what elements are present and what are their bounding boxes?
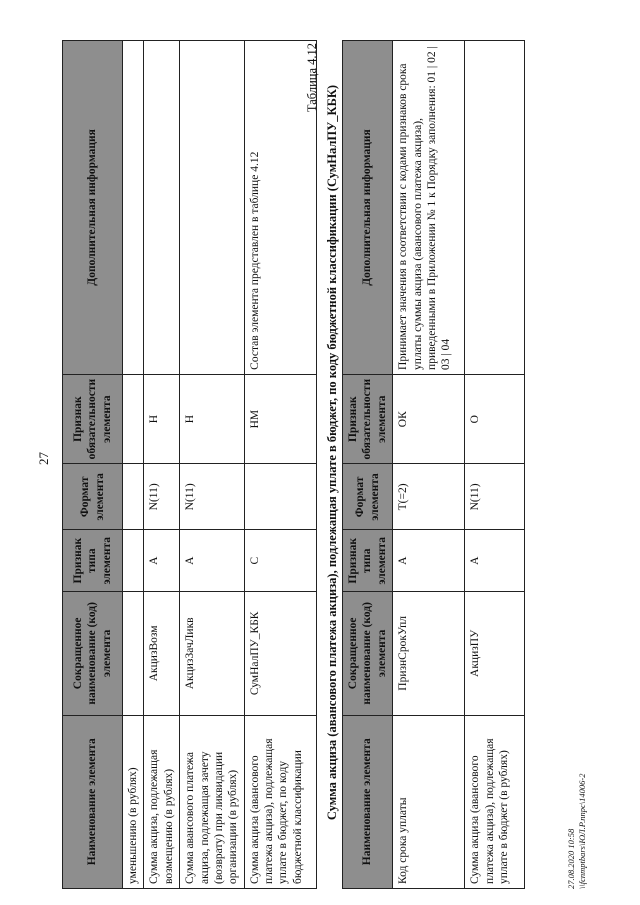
table-cell: Принимает значения в соответствии с кодами признаков срока уплаты суммы акциза (авансового платежа акциза), приведенными в Приложении № 1 к Порядку заполнения: 01 | 02 | 03 | 04 bbox=[393, 41, 465, 375]
table-cell: СумНалПУ_КБК bbox=[244, 592, 316, 715]
footer-stamp bbox=[566, 774, 588, 889]
column-header: Сокращенное наименование (код) элемента bbox=[343, 592, 393, 715]
table-body bbox=[393, 41, 525, 889]
table-row bbox=[123, 41, 144, 889]
table-cell bbox=[465, 41, 525, 375]
column-header: Наименование элемента bbox=[63, 715, 123, 888]
table-cell: N(11) bbox=[144, 464, 180, 530]
column-header: Признак обязательности элемента bbox=[343, 374, 393, 464]
table-header-row bbox=[343, 41, 393, 889]
column-header: Дополнительная информация bbox=[343, 41, 393, 375]
table-cell: Н bbox=[180, 374, 245, 464]
table-cell: О bbox=[465, 374, 525, 464]
table-cell: АкцизПУ bbox=[465, 592, 525, 715]
table-cell: Сумма авансового платежа акциза, подлежащая зачету (возврату) при ликвидации организации (в рублях) bbox=[180, 715, 245, 888]
column-header: Формат элемента bbox=[343, 464, 393, 530]
table-cell: А bbox=[465, 530, 525, 592]
table-cell bbox=[123, 530, 144, 592]
table-cell: НМ bbox=[244, 374, 316, 464]
table-cell: АкцизВозм bbox=[144, 592, 180, 715]
column-header: Сокращенное наименование (код) элемента bbox=[63, 592, 123, 715]
table-cell: А bbox=[144, 530, 180, 592]
table-row bbox=[393, 41, 465, 889]
table-cell: Состав элемента представлен в таблице 4.12 bbox=[244, 41, 316, 375]
table-cell bbox=[123, 374, 144, 464]
footer-timestamp: 27.08.2020 10:58 bbox=[566, 828, 576, 889]
table-cell bbox=[123, 592, 144, 715]
table-header-row bbox=[63, 41, 123, 889]
column-header: Наименование элемента bbox=[343, 715, 393, 888]
table-body bbox=[123, 41, 317, 889]
kbk-table bbox=[342, 40, 525, 889]
table-cell bbox=[144, 41, 180, 375]
table-cell: N(11) bbox=[180, 464, 245, 530]
table-cell bbox=[123, 41, 144, 375]
table-cell: Сумма акциза, подлежащая возмещению (в рублях) bbox=[144, 715, 180, 888]
footer-path: \\fcnmptbars\ЮЛ.Р.ппрс\14006-2 bbox=[577, 773, 588, 889]
table-label: Таблица 4.12 bbox=[305, 43, 319, 113]
table-row bbox=[144, 41, 180, 889]
table-row bbox=[180, 41, 245, 889]
page-number: 27 bbox=[36, 452, 51, 465]
table-cell: АкцизЗачЛикв bbox=[180, 592, 245, 715]
column-header: Признак типа элемента bbox=[63, 530, 123, 592]
elements-table-continued bbox=[62, 40, 317, 889]
table-cell: ОК bbox=[393, 374, 465, 464]
table-cell: С bbox=[244, 530, 316, 592]
table-cell: уменьшению (в рублях) bbox=[123, 715, 144, 888]
column-header: Признак обязательности элемента bbox=[63, 374, 123, 464]
table-cell: А bbox=[180, 530, 245, 592]
column-header: Дополнительная информация bbox=[63, 41, 123, 375]
column-header: Признак типа элемента bbox=[343, 530, 393, 592]
table-cell: Код срока уплаты bbox=[393, 715, 465, 888]
table-cell bbox=[123, 464, 144, 530]
table-cell: Сумма акциза (авансового платежа акциза), подлежащая уплате в бюджет (в рублях) bbox=[465, 715, 525, 888]
table-row bbox=[244, 41, 316, 889]
table-cell bbox=[244, 464, 316, 530]
table-cell: ПризнСрокУпл bbox=[393, 592, 465, 715]
table-cell: А bbox=[393, 530, 465, 592]
table-row bbox=[465, 41, 525, 889]
table-cell: Сумма акциза (авансового платежа акциза), подлежащая уплате в бюджет, по коду бюджетной классификации bbox=[244, 715, 316, 888]
table-cell: T(=2) bbox=[393, 464, 465, 530]
table-cell: Н bbox=[144, 374, 180, 464]
table-cell: N(11) bbox=[465, 464, 525, 530]
table-title: Сумма акциза (авансового платежа акциза), подлежащая уплате в бюджет, по коду бюджетной классификации (СумНалПУ_КБК) bbox=[325, 84, 339, 821]
column-header: Формат элемента bbox=[63, 464, 123, 530]
table-cell bbox=[180, 41, 245, 375]
